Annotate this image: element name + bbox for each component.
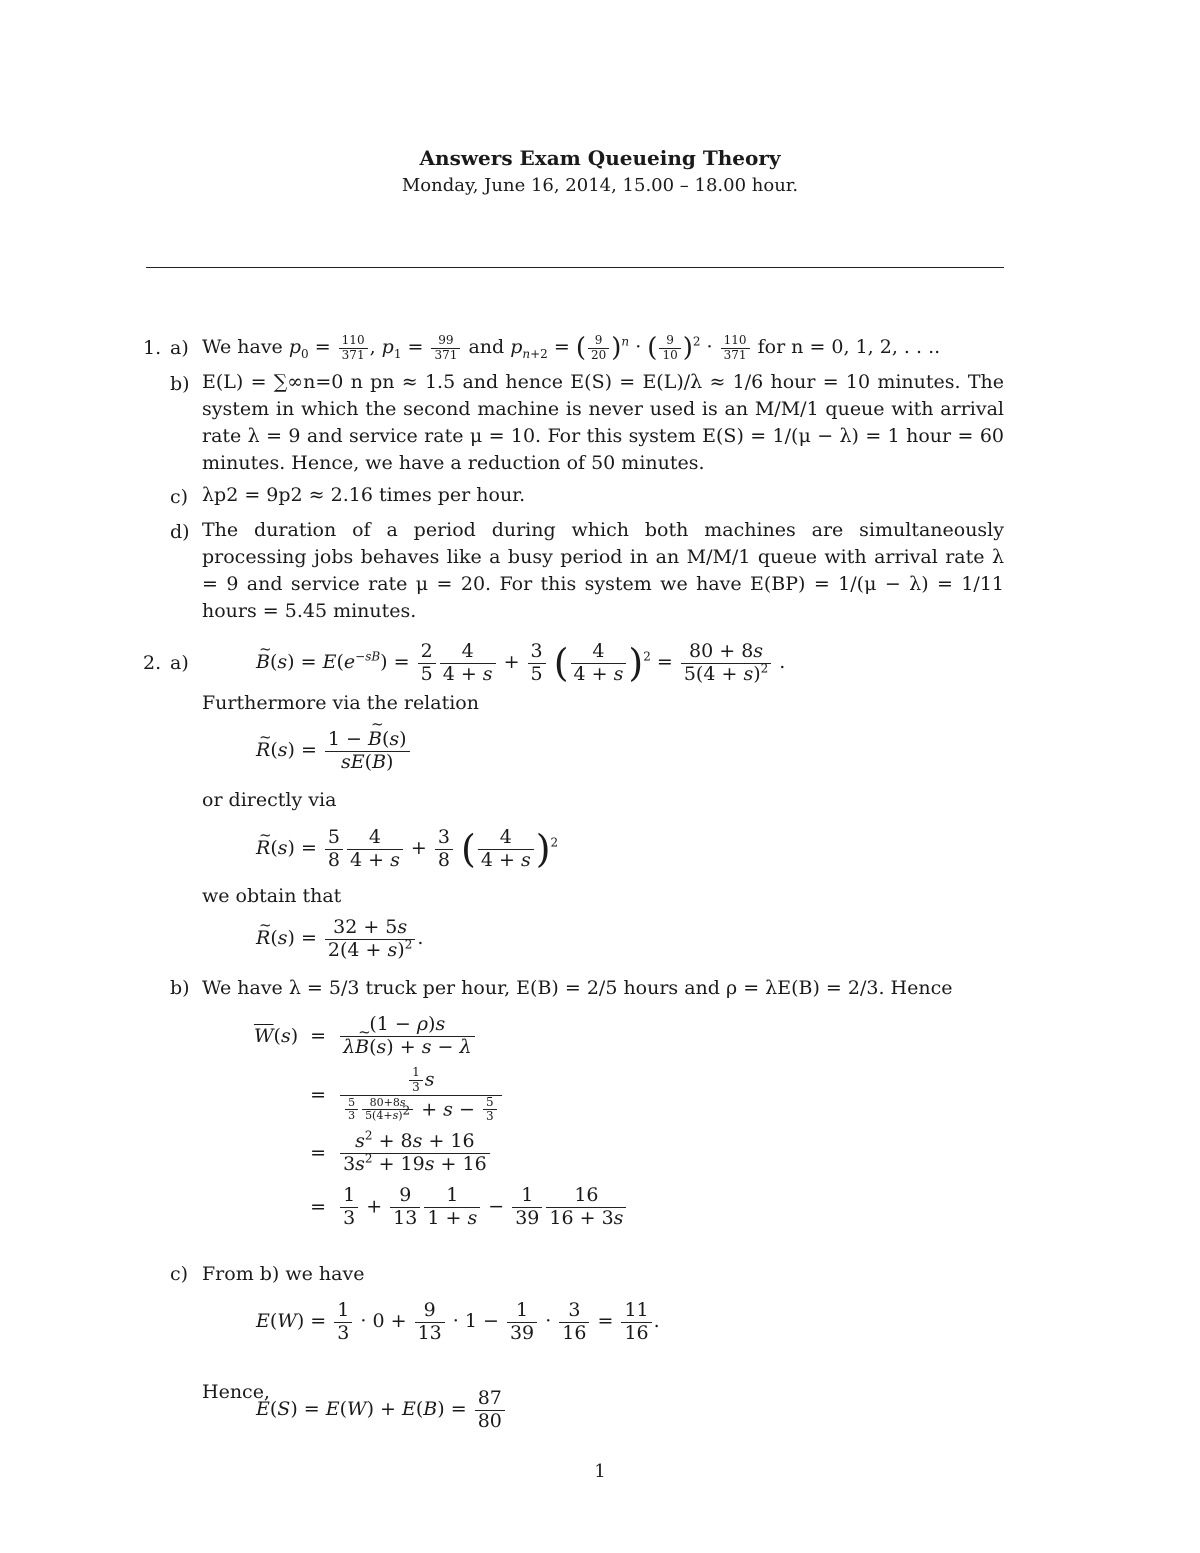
q1d-label: d) [170, 521, 190, 543]
equation-r-direct: ~ R(s) = $\frac{5}{8}$ $\frac{4}{4 + s}$ + $\frac{3}{8}$ ( $\frac{4}{4 + s}$ )$^2$ [256, 818, 558, 879]
q1b-answer: E(L) = ∑∞n=0 n pn ≈ 1.5 and hence E(S) = E(L)/λ ≈ 1/6 hour = 10 minutes. The system in which the second machine is never used is an M/M/1 queue with arrival rate λ = 9 and service rate μ = 10. For this system E(S) = 1/(μ − λ) = 1 hour = 60 minutes. Hence, we have a reduction of 50 minutes. [202, 371, 1004, 474]
q2a-label: a) [170, 652, 189, 674]
q1b-label: b) [170, 373, 190, 395]
q2c-label: c) [170, 1263, 189, 1285]
page-number: 1 [594, 1461, 606, 1482]
page-title: Answers Exam Queueing Theory [419, 146, 781, 170]
q1c-answer: λp2 = 9p2 ≈ 2.16 times per hour. [202, 484, 526, 506]
equation-e-w: E(W) = $\frac{1}{3}$ · 0 + $\frac{9}{13}$ · 1 − $\frac{1}{39}$ · $\frac{3}{16}$ = $\frac{11}{16}$ . [256, 1298, 660, 1344]
q2b-answer: We have λ = 5/3 truck per hour, E(B) = 2/5 hours and ρ = λE(B) = 2/3. Hence [202, 977, 953, 999]
question-1-number: 1. [143, 337, 162, 359]
q1a-intro: We have [202, 336, 283, 358]
q1a-range: for n = 0, 1, 2, . . .. [757, 336, 941, 358]
q2c-hence: Hence, [202, 1381, 270, 1403]
horizontal-rule [146, 267, 1004, 268]
q2a-or-directly: or directly via [202, 789, 337, 811]
question-2-number: 2. [143, 652, 162, 674]
q1a-label: a) [170, 337, 189, 359]
q1d-answer: The duration of a period during which both machines are simultaneously processing jobs behaves like a busy period in an M/M/1 queue with arrival rate λ = 9 and service rate μ = 20. For this system we have E(BP) = 1/(μ − λ) = 1/11 hours = 5.45 minutes. [202, 519, 1004, 622]
equation-e-s: E(S) = E(W) + E(B) = $\frac{87}{80}$ [256, 1380, 507, 1438]
q1a-and: and [468, 336, 505, 358]
equation-w-derivation: $\overline{W}(s)$ = $\frac{(1 - \rho)s}{\lambda\sim B(s) + s - \lambda}$ = $\frac{1}{3}$ s $\frac{5}{3}$ $\frac{80+8s}{5(4+s)^2}$ + s − $\frac{5}{3}$ = $\frac{s^2 + 8s + 16}{3s^2 + 19s + 16}$ = $\frac{1}{3}$ + $\frac{9}{13}$ $\frac{1}{1 + s}$ − $\frac{1}{39}$ $\frac{16}{16 + 3s}$ [248, 1008, 634, 1234]
q1c-label: c) [170, 486, 189, 508]
q1a-answer: We have $p_0$ = $\frac{110}{371}$ , $p_1$ = $\frac{99}{371}$ and $p_{n+2}$ = ( $\frac{9}{20}$ )$^n$ · ( $\frac{9}{10}$ )$^2$ · $\frac{110}{371}$ for n = 0, 1, 2, . . .. [202, 332, 941, 363]
page-subtitle: Monday, June 16, 2014, 15.00 – 18.00 hour. [401, 175, 799, 196]
q2b-label: b) [170, 977, 190, 999]
equation-r-relation: ~ R(s) = $\frac{1 - \sim B(s)}{sE(B)}$ [256, 722, 412, 778]
equation-r-result: ~ R(s) = $\frac{32 + 5s}{2(4 + s)^2}$ . [256, 910, 423, 966]
q2a-furthermore: Furthermore via the relation [202, 692, 479, 714]
q2c-answer: From b) we have [202, 1263, 365, 1285]
q2a-we-obtain: we obtain that [202, 885, 342, 907]
equation-b-transform: ~ $B(s) = E(e^{-sB})$ = $\frac{2}{5}$ $\frac{4}{4 + s}$ + $\frac{3}{5}$ ( $\frac{4}{4 + s}$ )$^2$ = $\frac{80 + 8s}{5(4 + s)^2}$ . [256, 632, 785, 693]
